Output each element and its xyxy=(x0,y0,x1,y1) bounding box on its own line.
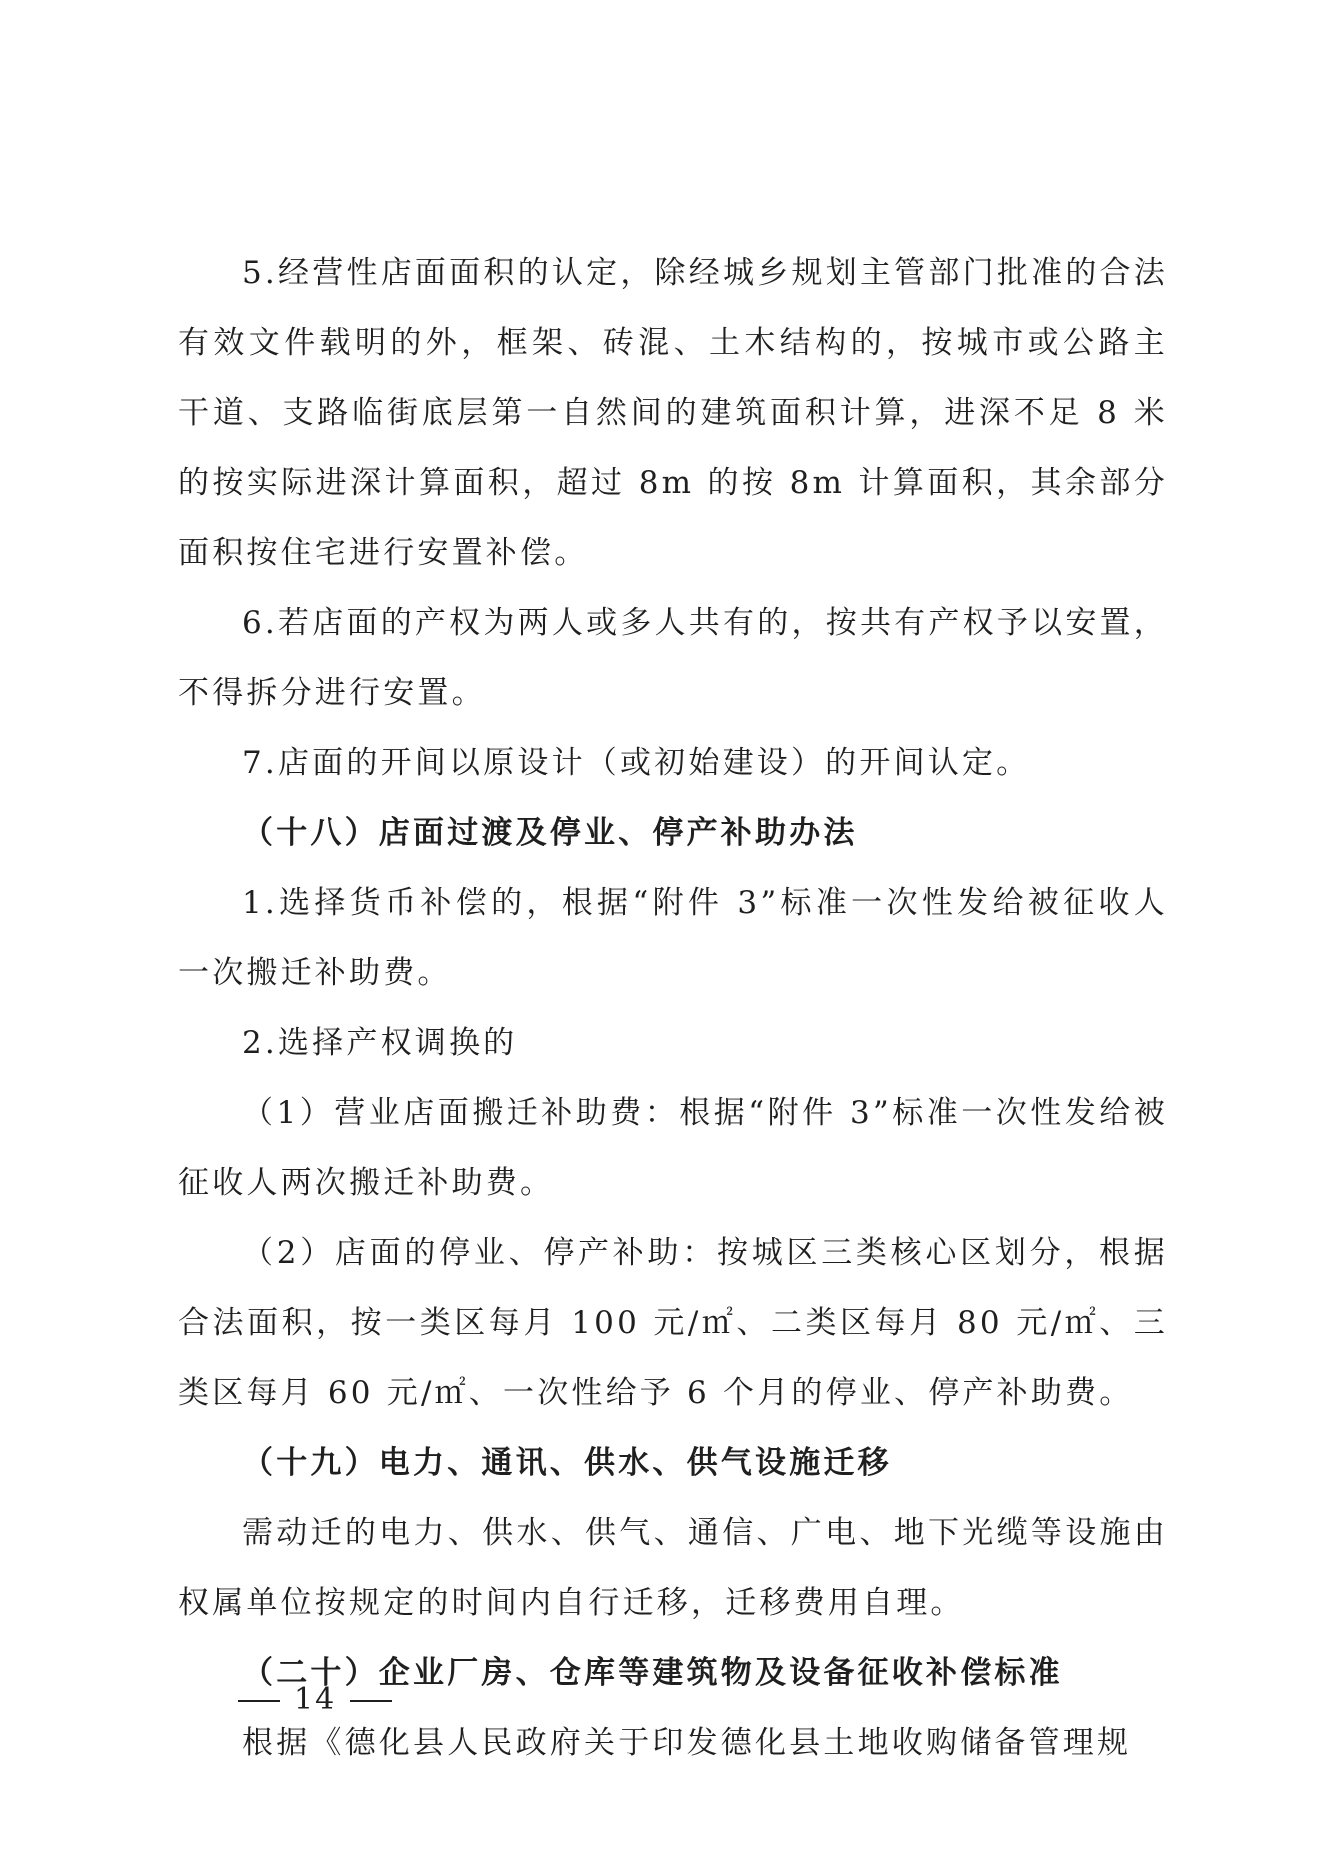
page-footer xyxy=(238,1680,392,1720)
paragraph-land-regulation: 根据《德化县人民政府关于印发德化县土地收购储备管理规 xyxy=(242,1725,1132,1761)
footer-dash-left xyxy=(238,1700,280,1702)
section-heading-18: （十八）店面过渡及停业、停产补助办法 xyxy=(242,815,858,851)
section-heading-20: （二十）企业厂房、仓库等建筑物及设备征收补偿标准 xyxy=(242,1655,1063,1691)
paragraph-monetary-compensation: 1.选择货币补偿的，根据“附件 3”标准一次性发给被征收人一次搬迁补助费。 xyxy=(178,885,1168,991)
paragraph-property-exchange: 2.选择产权调换的 xyxy=(242,1025,518,1061)
paragraph-facility-relocation: 需动迁的电力、供水、供气、通信、广电、地下光缆等设施由权属单位按规定的时间内自行迁移，迁移费用自理。 xyxy=(178,1515,1168,1621)
section-heading-19: （十九）电力、通讯、供水、供气设施迁移 xyxy=(242,1445,892,1481)
paragraph-relocation-subsidy: （1）营业店面搬迁补助费：根据“附件 3”标准一次性发给被征收人两次搬迁补助费。 xyxy=(178,1095,1168,1201)
paragraph-shop-frontage: 7.店面的开间以原设计（或初始建设）的开间认定。 xyxy=(242,745,1031,781)
paragraph-shop-area-definition: 5.经营性店面面积的认定，除经城乡规划主管部门批准的合法有效文件载明的外，框架、砖混、土木结构的，按城市或公路主干道、支路临街底层第一自然间的建筑面积计算，进深不足 8 米的按实际进深计算面积，超过 8m 的按 8m 计算面积，其余部分面积按住宅进行安置补偿。 xyxy=(178,255,1168,571)
footer-dash-right xyxy=(350,1700,392,1702)
paragraph-shared-ownership: 6.若店面的产权为两人或多人共有的，按共有产权予以安置，不得拆分进行安置。 xyxy=(178,605,1168,711)
document-body xyxy=(178,238,1168,1778)
page-number: 14 xyxy=(294,1682,337,1717)
paragraph-suspension-subsidy: （2）店面的停业、停产补助：按城区三类核心区划分，根据合法面积，按一类区每月 100 元/㎡、二类区每月 80 元/㎡、三类区每月 60 元/㎡、一次性给予 6 个月的停业、停产补助费。 xyxy=(178,1235,1168,1411)
